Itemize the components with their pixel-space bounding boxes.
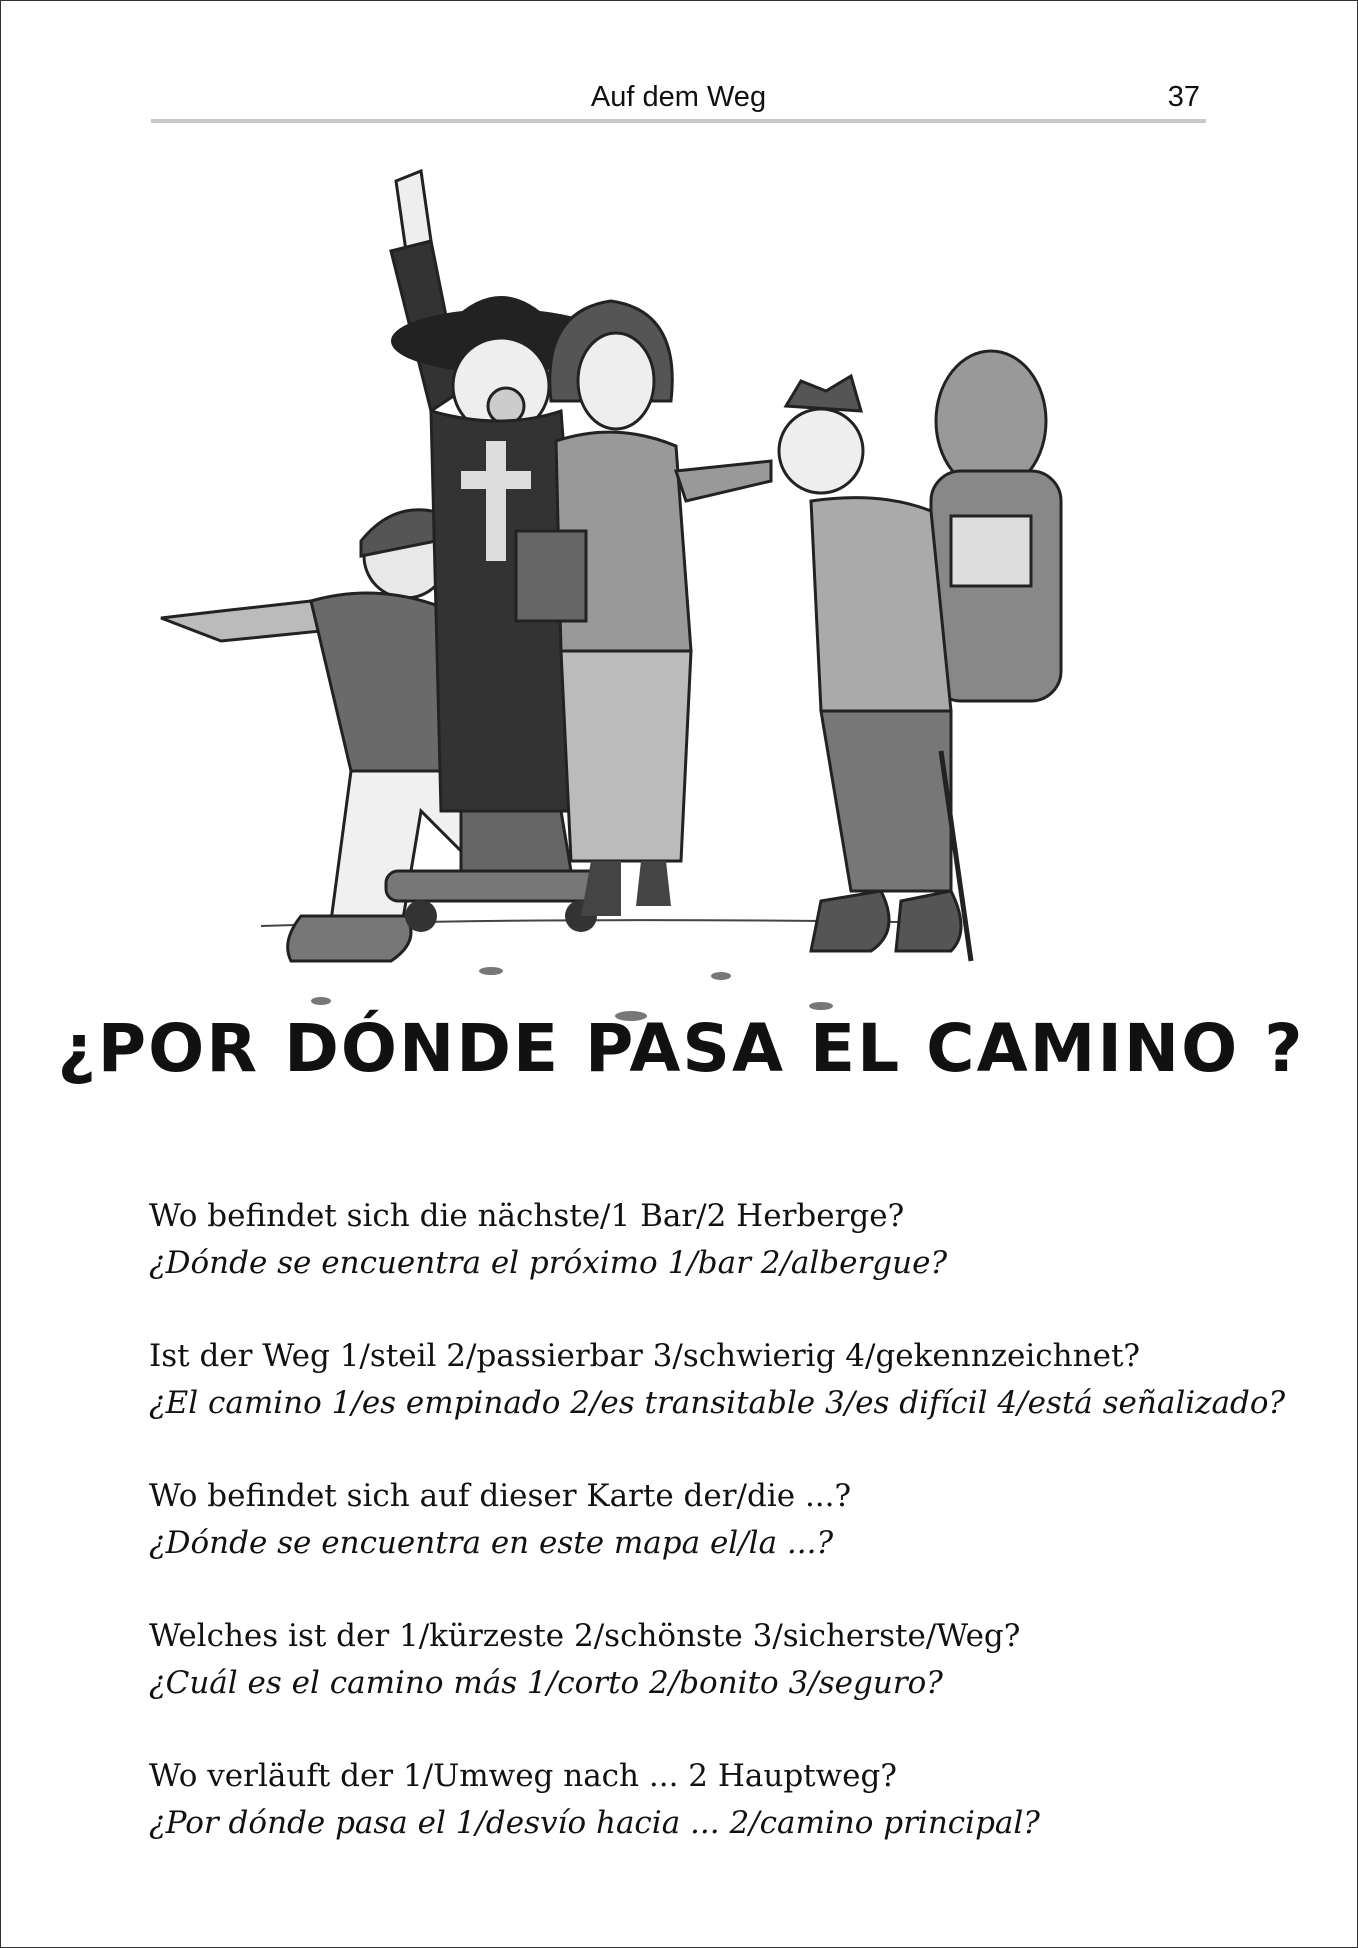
phrase-list (149, 1193, 1286, 1893)
phrase-pair (149, 1473, 1219, 1567)
cartoon-illustration (57, 171, 1305, 1161)
spanish-phrase: ¿Dónde se encuentra el próximo 1/bar 2/albergue? (149, 1245, 948, 1281)
phrase-pair (149, 1613, 1219, 1707)
phrase-pair (149, 1753, 1219, 1847)
german-phrase: Wo befindet sich die nächste/1 Bar/2 Herberge? (149, 1198, 905, 1234)
spanish-phrase: ¿El camino 1/es empinado 2/es transitable 3/es difícil 4/está señalizado? (149, 1385, 1286, 1421)
german-phrase: Welches ist der 1/kürzeste 2/schönste 3/sicherste/Weg? (149, 1618, 1021, 1654)
phrase-pair (149, 1193, 1219, 1287)
running-header (151, 79, 1206, 123)
spanish-phrase: ¿Dónde se encuentra en este mapa el/la ...? (149, 1525, 834, 1561)
phrase-pair (149, 1333, 1286, 1427)
illustration-caption: ¿POR DÓNDE PASA EL CAMINO ? (57, 1010, 1305, 1087)
hiker-figure (779, 351, 1061, 961)
spanish-phrase: ¿Por dónde pasa el 1/desvío hacia ... 2/camino principal? (149, 1805, 1040, 1841)
german-phrase: Wo befindet sich auf dieser Karte der/die ...? (149, 1478, 852, 1514)
chapter-title: Auf dem Weg (590, 81, 767, 113)
page-number: 37 (1167, 81, 1200, 113)
spanish-phrase: ¿Cuál es el camino más 1/corto 2/bonito 3/seguro? (149, 1665, 943, 1701)
german-phrase: Ist der Weg 1/steil 2/passierbar 3/schwierig 4/gekennzeichnet? (149, 1338, 1141, 1374)
german-phrase: Wo verläuft der 1/Umweg nach ... 2 Hauptweg? (149, 1758, 897, 1794)
